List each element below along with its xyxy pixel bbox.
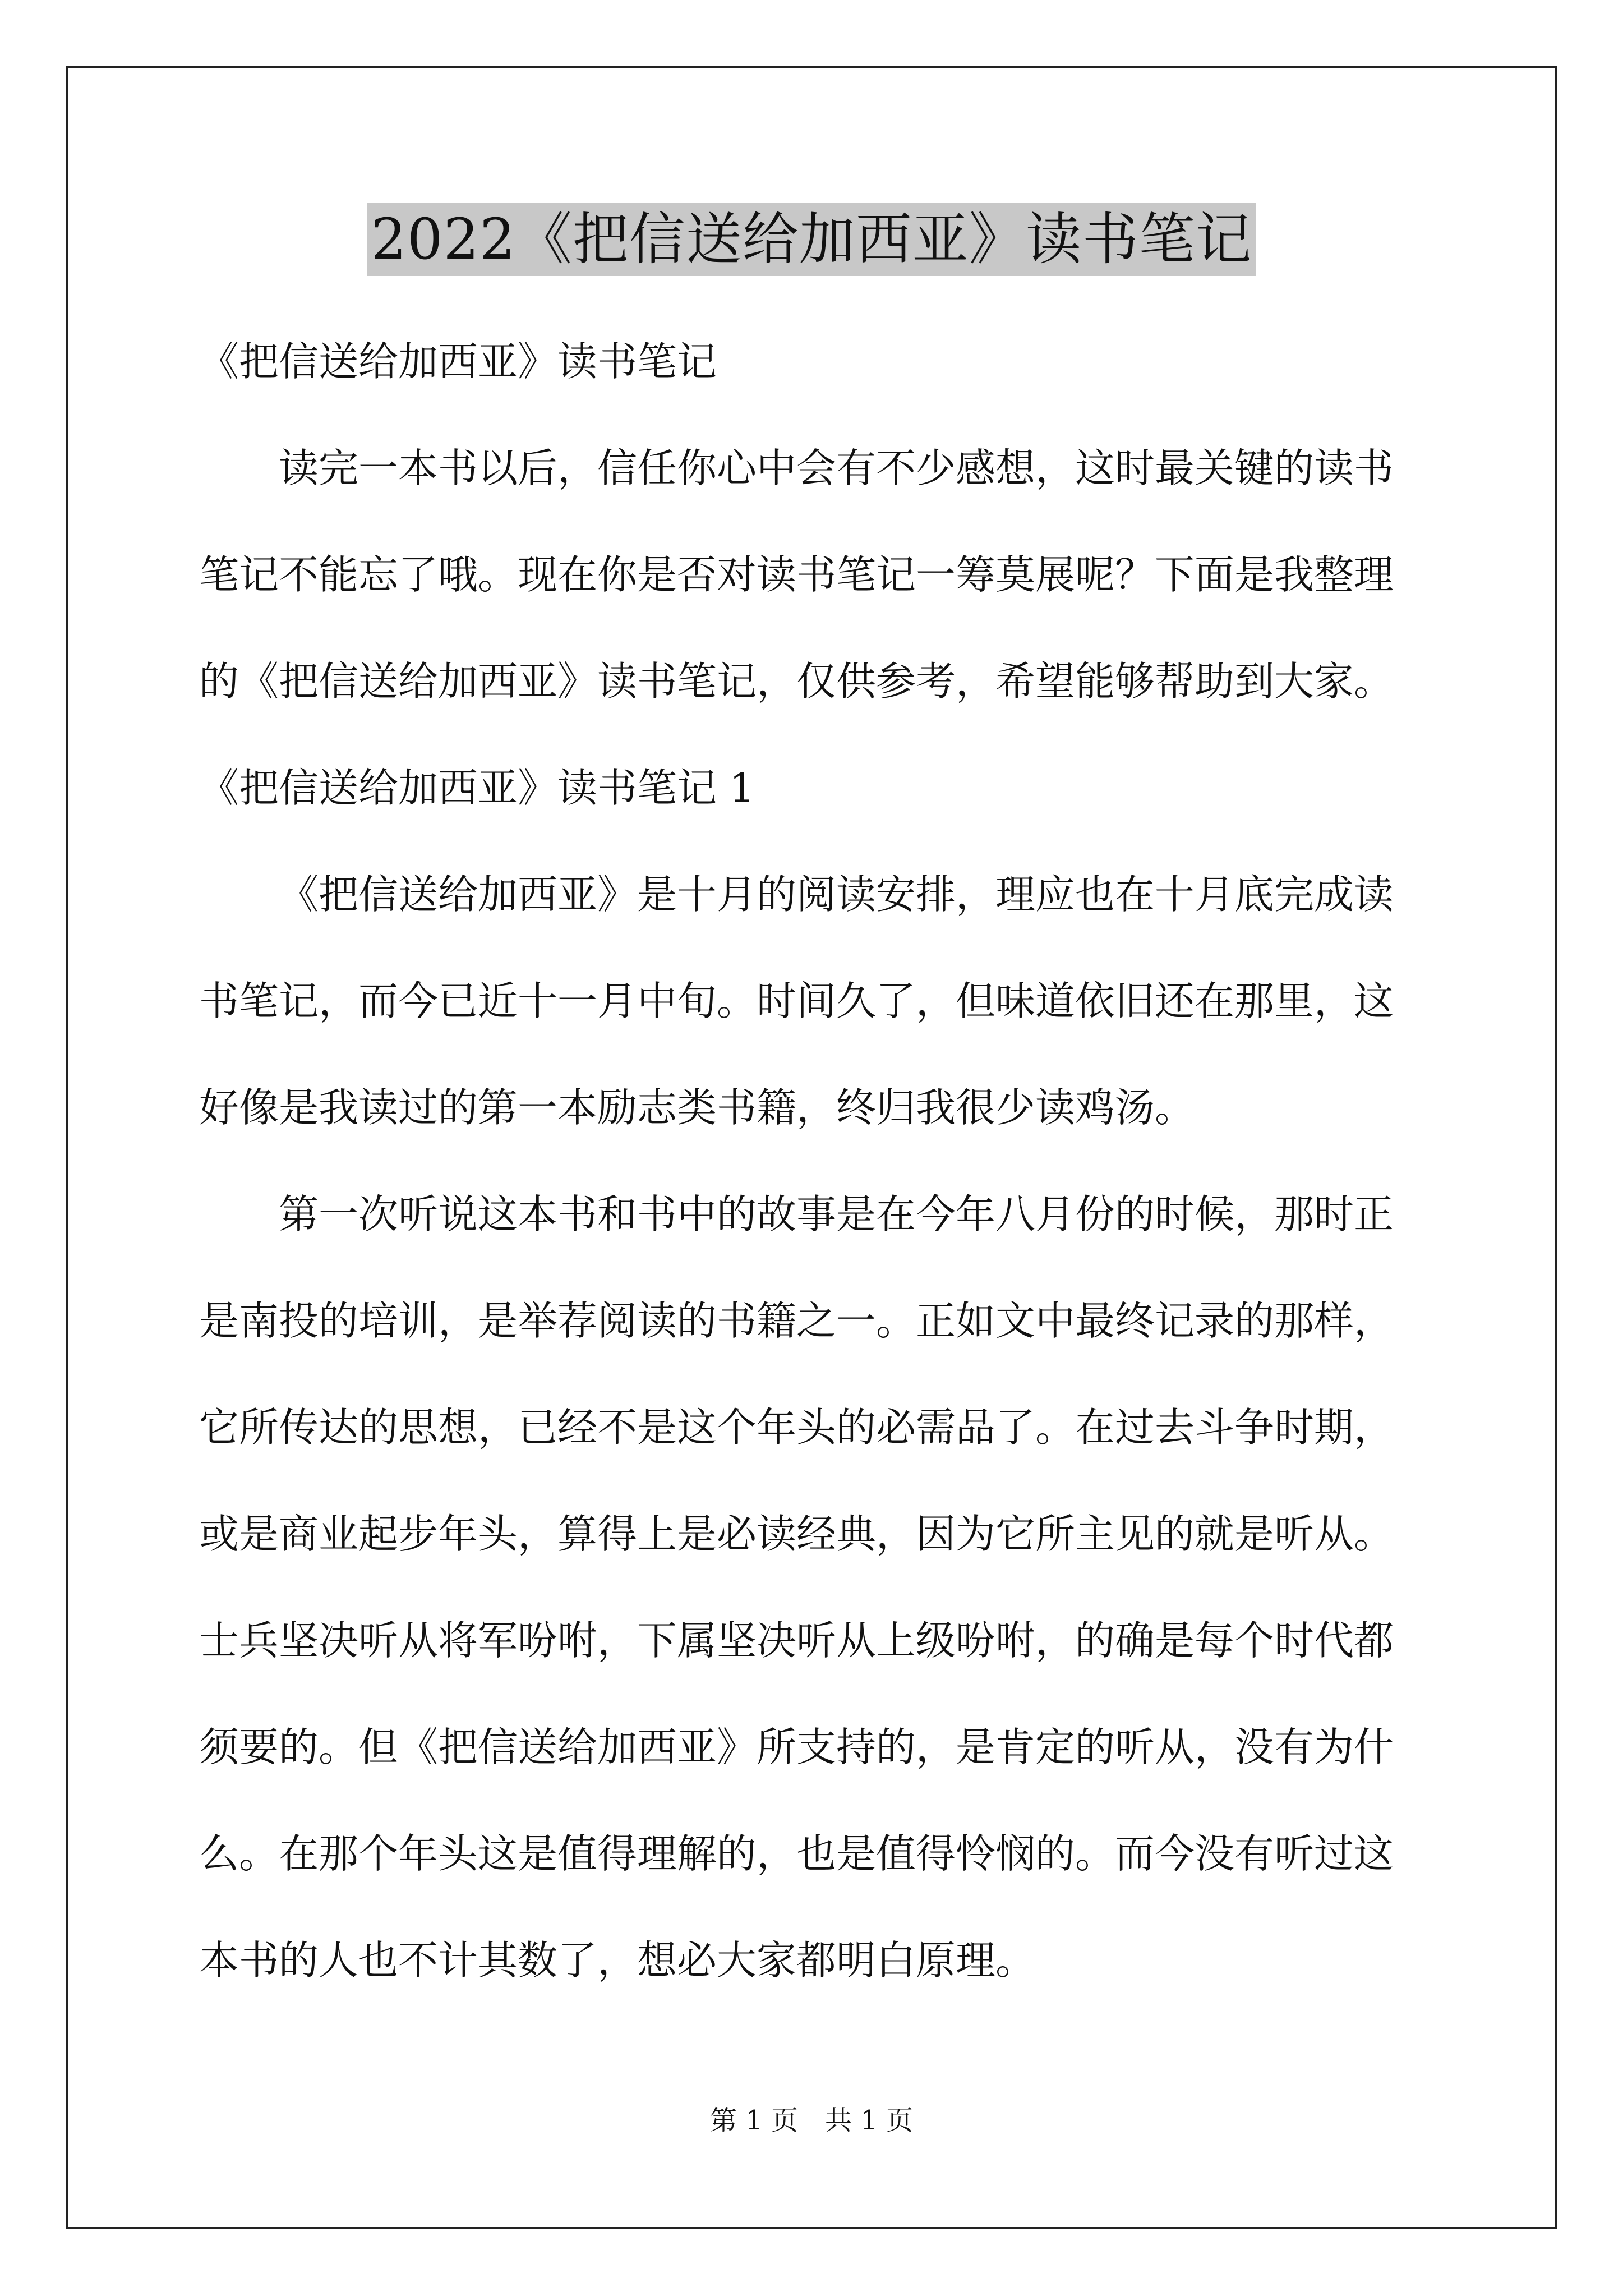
- title-container: [0, 203, 1623, 276]
- text-line: 《把信送给加西亚》读书笔记: [199, 338, 717, 385]
- page-footer: 第 1 页 共 1 页: [709, 2105, 914, 2136]
- text-line: 书笔记，而今已近十一月中旬。时间久了，但味道依旧还在那里，这: [199, 978, 1394, 1024]
- text-line: 是南投的培训，是举荐阅读的书籍之一。正如文中最终记录的那样，: [199, 1297, 1394, 1344]
- text-line: 或是商业起步年头，算得上是必读经典，因为它所主见的就是听从。: [199, 1511, 1394, 1557]
- text-line: 笔记不能忘了哦。现在你是否对读书笔记一筹莫展呢？下面是我整理: [199, 551, 1394, 598]
- document-body: [199, 309, 1427, 2014]
- text-line: 《把信送给加西亚》读书笔记 1: [199, 765, 755, 811]
- text-line: 么。在那个年头这是值得理解的，也是值得怜悯的。而今没有听过这: [199, 1830, 1394, 1877]
- text-line: 本书的人也不计其数了，想必大家都明白原理。: [199, 1937, 1036, 1984]
- text-line: 士兵坚决听从将军吩咐，下属坚决听从上级吩咐，的确是每个时代都: [199, 1617, 1394, 1664]
- text-line: 《把信送给加西亚》是十月的阅读安排，理应也在十月底完成读: [279, 871, 1394, 918]
- text-line: 它所传达的思想，已经不是这个年头的必需品了。在过去斗争时期，: [199, 1404, 1394, 1451]
- text-line: 须要的。但《把信送给加西亚》所支持的，是肯定的听从，没有为什: [199, 1724, 1394, 1770]
- text-line: 的《把信送给加西亚》读书笔记，仅供参考，希望能够帮助到大家。: [199, 658, 1394, 705]
- text-line: 读完一本书以后，信任你心中会有不少感想，这时最关键的读书: [279, 445, 1394, 491]
- text-line: 好像是我读过的第一本励志类书籍，终归我很少读鸡汤。: [199, 1084, 1195, 1131]
- document-title: 2022《把信送给加西亚》读书笔记: [367, 203, 1256, 276]
- text-line: 第一次听说这本书和书中的故事是在今年八月份的时候，那时正: [279, 1191, 1394, 1237]
